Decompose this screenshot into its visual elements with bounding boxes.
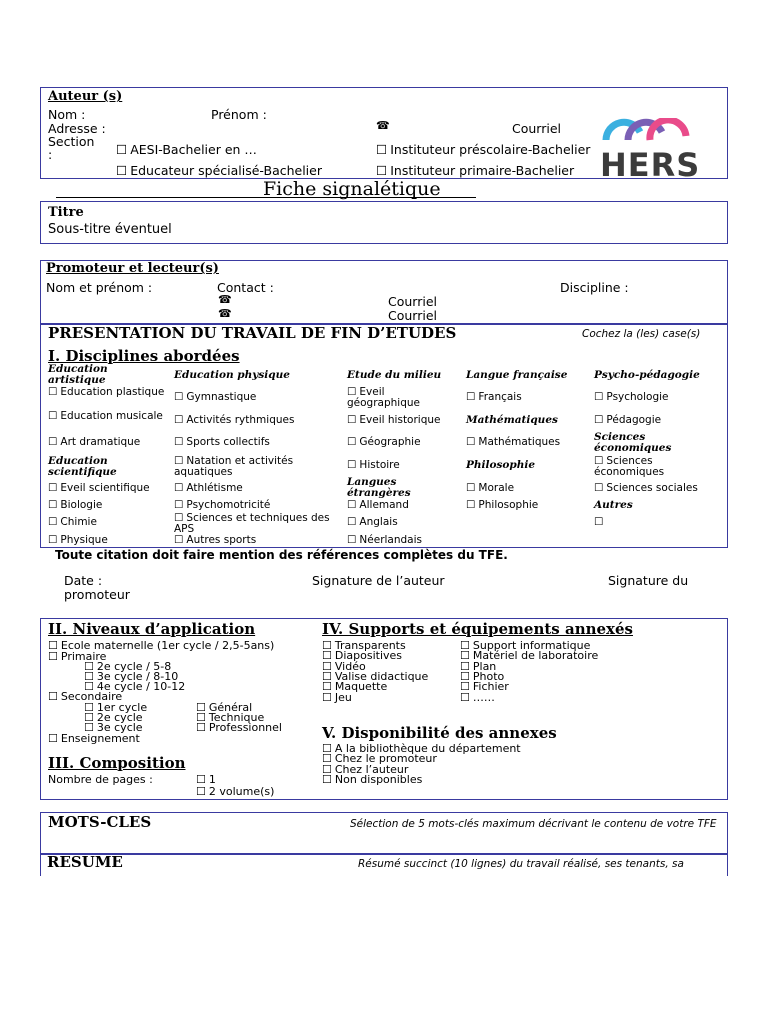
enseignement-checkbox[interactable]: ☐ Enseignement — [48, 733, 140, 744]
resume-note: Résumé succinct (10 lignes) du travail réalisé, ses tenants, sa — [358, 858, 684, 870]
niveaux-heading: II. Niveaux d’application — [48, 620, 256, 638]
support-item-checkbox[interactable]: ☐ Fichier — [460, 681, 509, 692]
support-item-checkbox[interactable]: ☐ Support informatique — [460, 640, 590, 651]
primaire-cycle-2-checkbox[interactable]: ☐ 2e cycle / 5-8 — [84, 661, 171, 672]
disponibilite-heading: V. Disponibilité des annexes — [322, 724, 557, 742]
promoteur-contact-label[interactable]: Contact : — [217, 280, 274, 295]
sous-titre-label[interactable]: Sous-titre éventuel — [48, 222, 172, 237]
support-item-checkbox[interactable]: ☐ …… — [460, 692, 495, 703]
discipline-checkbox[interactable]: ☐ Géographie — [347, 437, 459, 448]
author-adresse-label[interactable]: Adresse : — [48, 121, 106, 136]
author-heading: Auteur (s) — [48, 89, 123, 104]
secondaire-cycle-1-checkbox[interactable]: ☐ 1er cycle — [84, 702, 147, 713]
section1-heading: I. Disciplines abordées — [48, 347, 240, 365]
promoteur-discipline-label[interactable]: Discipline : — [560, 280, 629, 295]
discipline-checkbox[interactable]: ☐ Sciences sociales — [594, 483, 714, 494]
primaire-checkbox[interactable]: ☐ Primaire — [48, 651, 106, 662]
discipline-checkbox[interactable]: ☐ Education musicale — [48, 411, 168, 422]
discipline-checkbox[interactable]: ☐ Morale — [466, 483, 586, 494]
phone-icon: ☎ — [376, 119, 390, 132]
disponibilite-item-checkbox[interactable]: ☐ Non disponibles — [322, 774, 422, 785]
discipline-group-heading: Philosophie — [466, 459, 536, 471]
presentation-heading: PRESENTATION DU TRAVAIL DE FIN D’ETUDES — [48, 324, 457, 342]
signature-auteur-label[interactable]: Signature de l’auteur — [312, 573, 445, 588]
ecole-maternelle-checkbox[interactable]: ☐ Ecole maternelle (1er cycle / 2,5-5ans) — [48, 640, 274, 651]
promoteur-heading: Promoteur et lecteur(s) — [46, 261, 219, 276]
phone-icon: ☎ — [218, 293, 232, 306]
discipline-checkbox[interactable]: ☐ Psychomotricité — [174, 500, 334, 511]
discipline-checkbox[interactable]: ☐ Athlétisme — [174, 483, 334, 494]
discipline-checkbox[interactable]: ☐ Pédagogie — [594, 415, 714, 426]
discipline-checkbox[interactable]: ☐ Néerlandais — [347, 535, 459, 546]
support-item-checkbox[interactable]: ☐ Transparents — [322, 640, 406, 651]
secondaire-cycle-2-checkbox[interactable]: ☐ 2e cycle — [84, 712, 143, 723]
discipline-checkbox[interactable]: ☐ Art dramatique — [48, 437, 168, 448]
author-section-colon: : — [48, 147, 53, 162]
discipline-checkbox[interactable]: ☐ Anglais — [347, 517, 459, 528]
date-label[interactable]: Date : — [64, 573, 103, 588]
discipline-checkbox[interactable] — [594, 517, 714, 528]
hers-logo — [600, 118, 701, 184]
discipline-checkbox[interactable]: ☐ Physique — [48, 535, 168, 546]
support-item-checkbox[interactable]: ☐ Diapositives — [322, 650, 402, 661]
discipline-group-heading: Mathématiques — [466, 414, 558, 426]
form-title: Fiche signalétique — [263, 178, 441, 200]
support-item-checkbox[interactable]: ☐ Photo — [460, 671, 504, 682]
author-prenom-label[interactable]: Prénom : — [211, 107, 267, 122]
discipline-group-heading: Sciences économiques — [594, 431, 672, 454]
phone-icon: ☎ — [218, 307, 232, 320]
discipline-checkbox[interactable]: ☐ Allemand — [347, 500, 459, 511]
support-item-checkbox[interactable]: ☐ Valise didactique — [322, 671, 428, 682]
discipline-checkbox[interactable]: ☐ Eveil historique — [347, 415, 459, 426]
discipline-group-heading: Etude du milieu — [347, 369, 442, 381]
primaire-cycle-3-checkbox[interactable]: ☐ 3e cycle / 8-10 — [84, 671, 178, 682]
lecteur-courriel-label[interactable]: Courriel — [388, 308, 437, 323]
mots-cles-note: Sélection de 5 mots-clés maximum décrivant le contenu de votre TFE — [350, 818, 717, 830]
discipline-group-heading: Education scientifique — [48, 455, 117, 478]
support-item-checkbox[interactable]: ☐ Jeu — [322, 692, 352, 703]
discipline-checkbox[interactable]: ☐ Sports collectifs — [174, 437, 334, 448]
promoteur-courriel-label[interactable]: Courriel — [388, 294, 437, 309]
secondaire-checkbox[interactable]: ☐ Secondaire — [48, 691, 122, 702]
discipline-checkbox[interactable]: ☐ Eveil scientifique — [48, 483, 168, 494]
support-item-checkbox[interactable]: ☐ Maquette — [322, 681, 387, 692]
discipline-checkbox[interactable]: ☐ Gymnastique — [174, 392, 334, 403]
discipline-checkbox[interactable]: ☐ Eveil géographique — [347, 387, 459, 408]
signature-promoteur-label[interactable]: Signature du — [608, 573, 689, 588]
resume-heading: RESUME — [47, 853, 123, 871]
citation-note: Toute citation doit faire mention des références complètes du TFE. — [55, 548, 508, 562]
discipline-group-heading: Education artistique — [48, 363, 108, 386]
composition-heading: III. Composition — [48, 754, 186, 772]
discipline-group-heading: Education physique — [174, 369, 290, 381]
disponibilite-item-checkbox[interactable]: ☐ Chez l’auteur — [322, 764, 408, 775]
volume-1-checkbox[interactable]: ☐ 1 — [196, 774, 216, 785]
discipline-checkbox[interactable]: ☐ Activités rythmiques — [174, 415, 334, 426]
discipline-checkbox[interactable]: ☐ Sciences et techniques des APS — [174, 513, 334, 534]
support-item-checkbox[interactable]: ☐ Plan — [460, 661, 496, 672]
discipline-checkbox[interactable]: ☐ Chimie — [48, 517, 168, 528]
disponibilite-item-checkbox[interactable]: ☐ A la bibliothèque du département — [322, 743, 521, 754]
discipline-checkbox[interactable]: ☐ Français — [466, 392, 586, 403]
support-item-checkbox[interactable]: ☐ Matériel de laboratoire — [460, 650, 598, 661]
discipline-group-heading: Autres — [594, 499, 633, 511]
disponibilite-item-checkbox[interactable]: ☐ Chez le promoteur — [322, 753, 437, 764]
discipline-checkbox[interactable]: ☐ Psychologie — [594, 392, 714, 403]
author-nom-label[interactable]: Nom : — [48, 107, 86, 122]
discipline-checkbox[interactable]: ☐ Philosophie — [466, 500, 586, 511]
titre-label[interactable]: Titre — [48, 205, 84, 220]
option-prescolaire-checkbox[interactable]: ☐ Instituteur préscolaire-Bachelier — [376, 142, 590, 157]
discipline-checkbox[interactable]: ☐ Education plastique — [48, 387, 168, 398]
hers-logo-text: HERS — [600, 146, 701, 184]
option-aesi-checkbox[interactable]: ☐ AESI-Bachelier en … — [116, 142, 257, 157]
option-educateur-checkbox[interactable]: ☐ Educateur spécialisé-Bachelier — [116, 163, 322, 178]
support-item-checkbox[interactable]: ☐ Vidéo — [322, 661, 366, 672]
author-section-label: Section — [48, 134, 95, 149]
discipline-checkbox[interactable]: ☐ Sciences économiques — [594, 456, 714, 477]
professionnel-checkbox[interactable]: ☐ Professionnel — [196, 722, 282, 733]
volume-2-checkbox[interactable]: ☐ 2 volume(s) — [196, 786, 274, 797]
author-courriel-label[interactable]: Courriel — [512, 121, 561, 136]
technique-checkbox[interactable]: ☐ Technique — [196, 712, 264, 723]
signature-promoteur-label-2: promoteur — [64, 587, 130, 602]
discipline-group-heading: Psycho-pédagogie — [594, 369, 700, 381]
discipline-checkbox[interactable]: ☐ Natation et activités aquatiques — [174, 456, 334, 477]
discipline-checkbox[interactable]: ☐ Mathématiques — [466, 437, 586, 448]
discipline-checkbox[interactable]: ☐ Histoire — [347, 460, 459, 471]
discipline-checkbox[interactable]: ☐ Autres sports — [174, 535, 334, 546]
supports-heading: IV. Supports et équipements annexés — [322, 620, 633, 638]
general-checkbox[interactable]: ☐ Général — [196, 702, 252, 713]
discipline-group-heading: Langue française — [466, 369, 568, 381]
primaire-cycle-4-checkbox[interactable]: ☐ 4e cycle / 10-12 — [84, 681, 185, 692]
discipline-checkbox[interactable]: ☐ Biologie — [48, 500, 168, 511]
cochez-note: Cochez la (les) case(s) — [582, 328, 701, 340]
promoteur-nom-label[interactable]: Nom et prénom : — [46, 280, 153, 295]
discipline-group-heading: Langues étrangères — [347, 476, 411, 499]
mots-cles-heading: MOTS-CLES — [48, 813, 152, 831]
option-primaire-checkbox[interactable]: ☐ Instituteur primaire-Bachelier — [376, 163, 574, 178]
nombre-pages-label: Nombre de pages : — [48, 773, 153, 786]
secondaire-cycle-3-checkbox[interactable]: ☐ 3e cycle — [84, 722, 143, 733]
